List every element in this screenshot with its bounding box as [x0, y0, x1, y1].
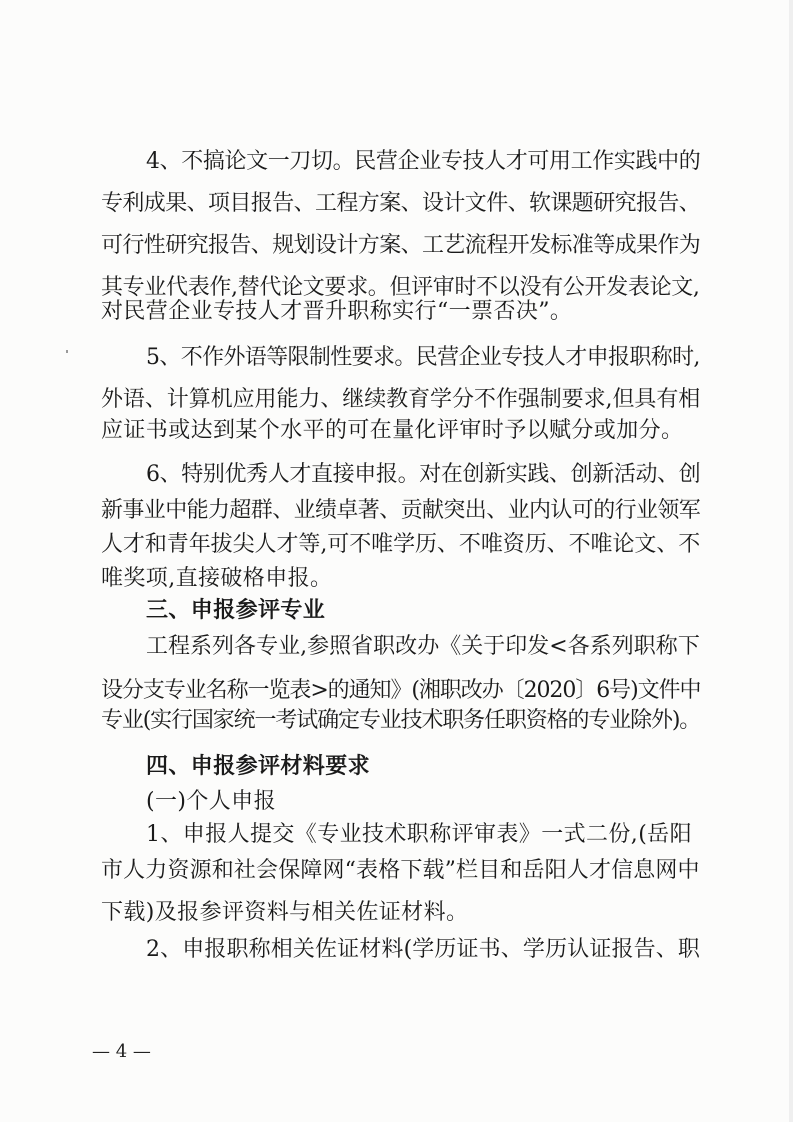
subsection-heading: (一)个人申报 [146, 789, 276, 814]
paragraph-line: 人才和青年拔尖人才等,可不唯学历、不唯资历、不唯论文、不 [101, 532, 701, 557]
paragraph-line: 设分支专业名称一览表>的通知》(湘职改办〔2020〕6号)文件中 [101, 678, 701, 703]
paragraph-line: 对民营企业专技人才晋升职称实行“一票否决”。 [101, 299, 573, 324]
paragraph-line: 应证书或达到某个水平的可在量化评审时予以赋分或加分。 [101, 418, 684, 443]
paragraph-line: 新事业中能力超群、业绩卓著、贡献突出、业内认可的行业领军 [101, 498, 701, 523]
paragraph-line: 市人力资源和社会保障网“表格下载”栏目和岳阳人才信息网中 [101, 858, 700, 883]
paragraph-line: 唯奖项,直接破格申报。 [101, 566, 333, 591]
paragraph-line: 其专业代表作,替代论文要求。但评审时不以没有公开发表论文, [101, 275, 700, 300]
section-heading: 四、申报参评材料要求 [146, 754, 371, 779]
paragraph-line: 外语、计算机应用能力、继续教育学分不作强制要求,但具有相 [101, 387, 701, 412]
page-number: — 4 — [92, 1041, 151, 1062]
scan-edge [789, 0, 793, 1122]
paragraph-line: 下载)及报参评资料与相关佐证材料。 [101, 900, 469, 925]
paragraph-line: 专业(实行国家统一考试确定专业技术职务任职资格的专业除外)。 [101, 708, 701, 733]
paragraph-line: 1、申报人提交《专业技术职称评审表》一式二份,(岳阳 [146, 822, 692, 847]
section-heading: 三、申报参评专业 [146, 598, 326, 623]
paragraph-line: 4、不搞论文一刀切。民营企业专技人才可用工作实践中的 [146, 149, 701, 174]
paragraph-line: 工程系列各专业,参照省职改办《关于印发<各系列职称下 [146, 634, 700, 659]
paragraph-line: 可行性研究报告、规划设计方案、工艺流程开发标准等成果作为 [101, 233, 701, 258]
scan-speck [66, 350, 68, 353]
paragraph-line: 2、申报职称相关佐证材料(学历证书、学历认证报告、职 [146, 937, 700, 962]
paragraph-line: 专利成果、项目报告、工程方案、设计文件、软课题研究报告、 [101, 191, 701, 216]
paragraph-line: 6、特别优秀人才直接申报。对在创新实践、创新活动、创 [146, 462, 701, 487]
paragraph-line: 5、不作外语等限制性要求。民营企业专技人才申报职称时, [146, 345, 700, 370]
